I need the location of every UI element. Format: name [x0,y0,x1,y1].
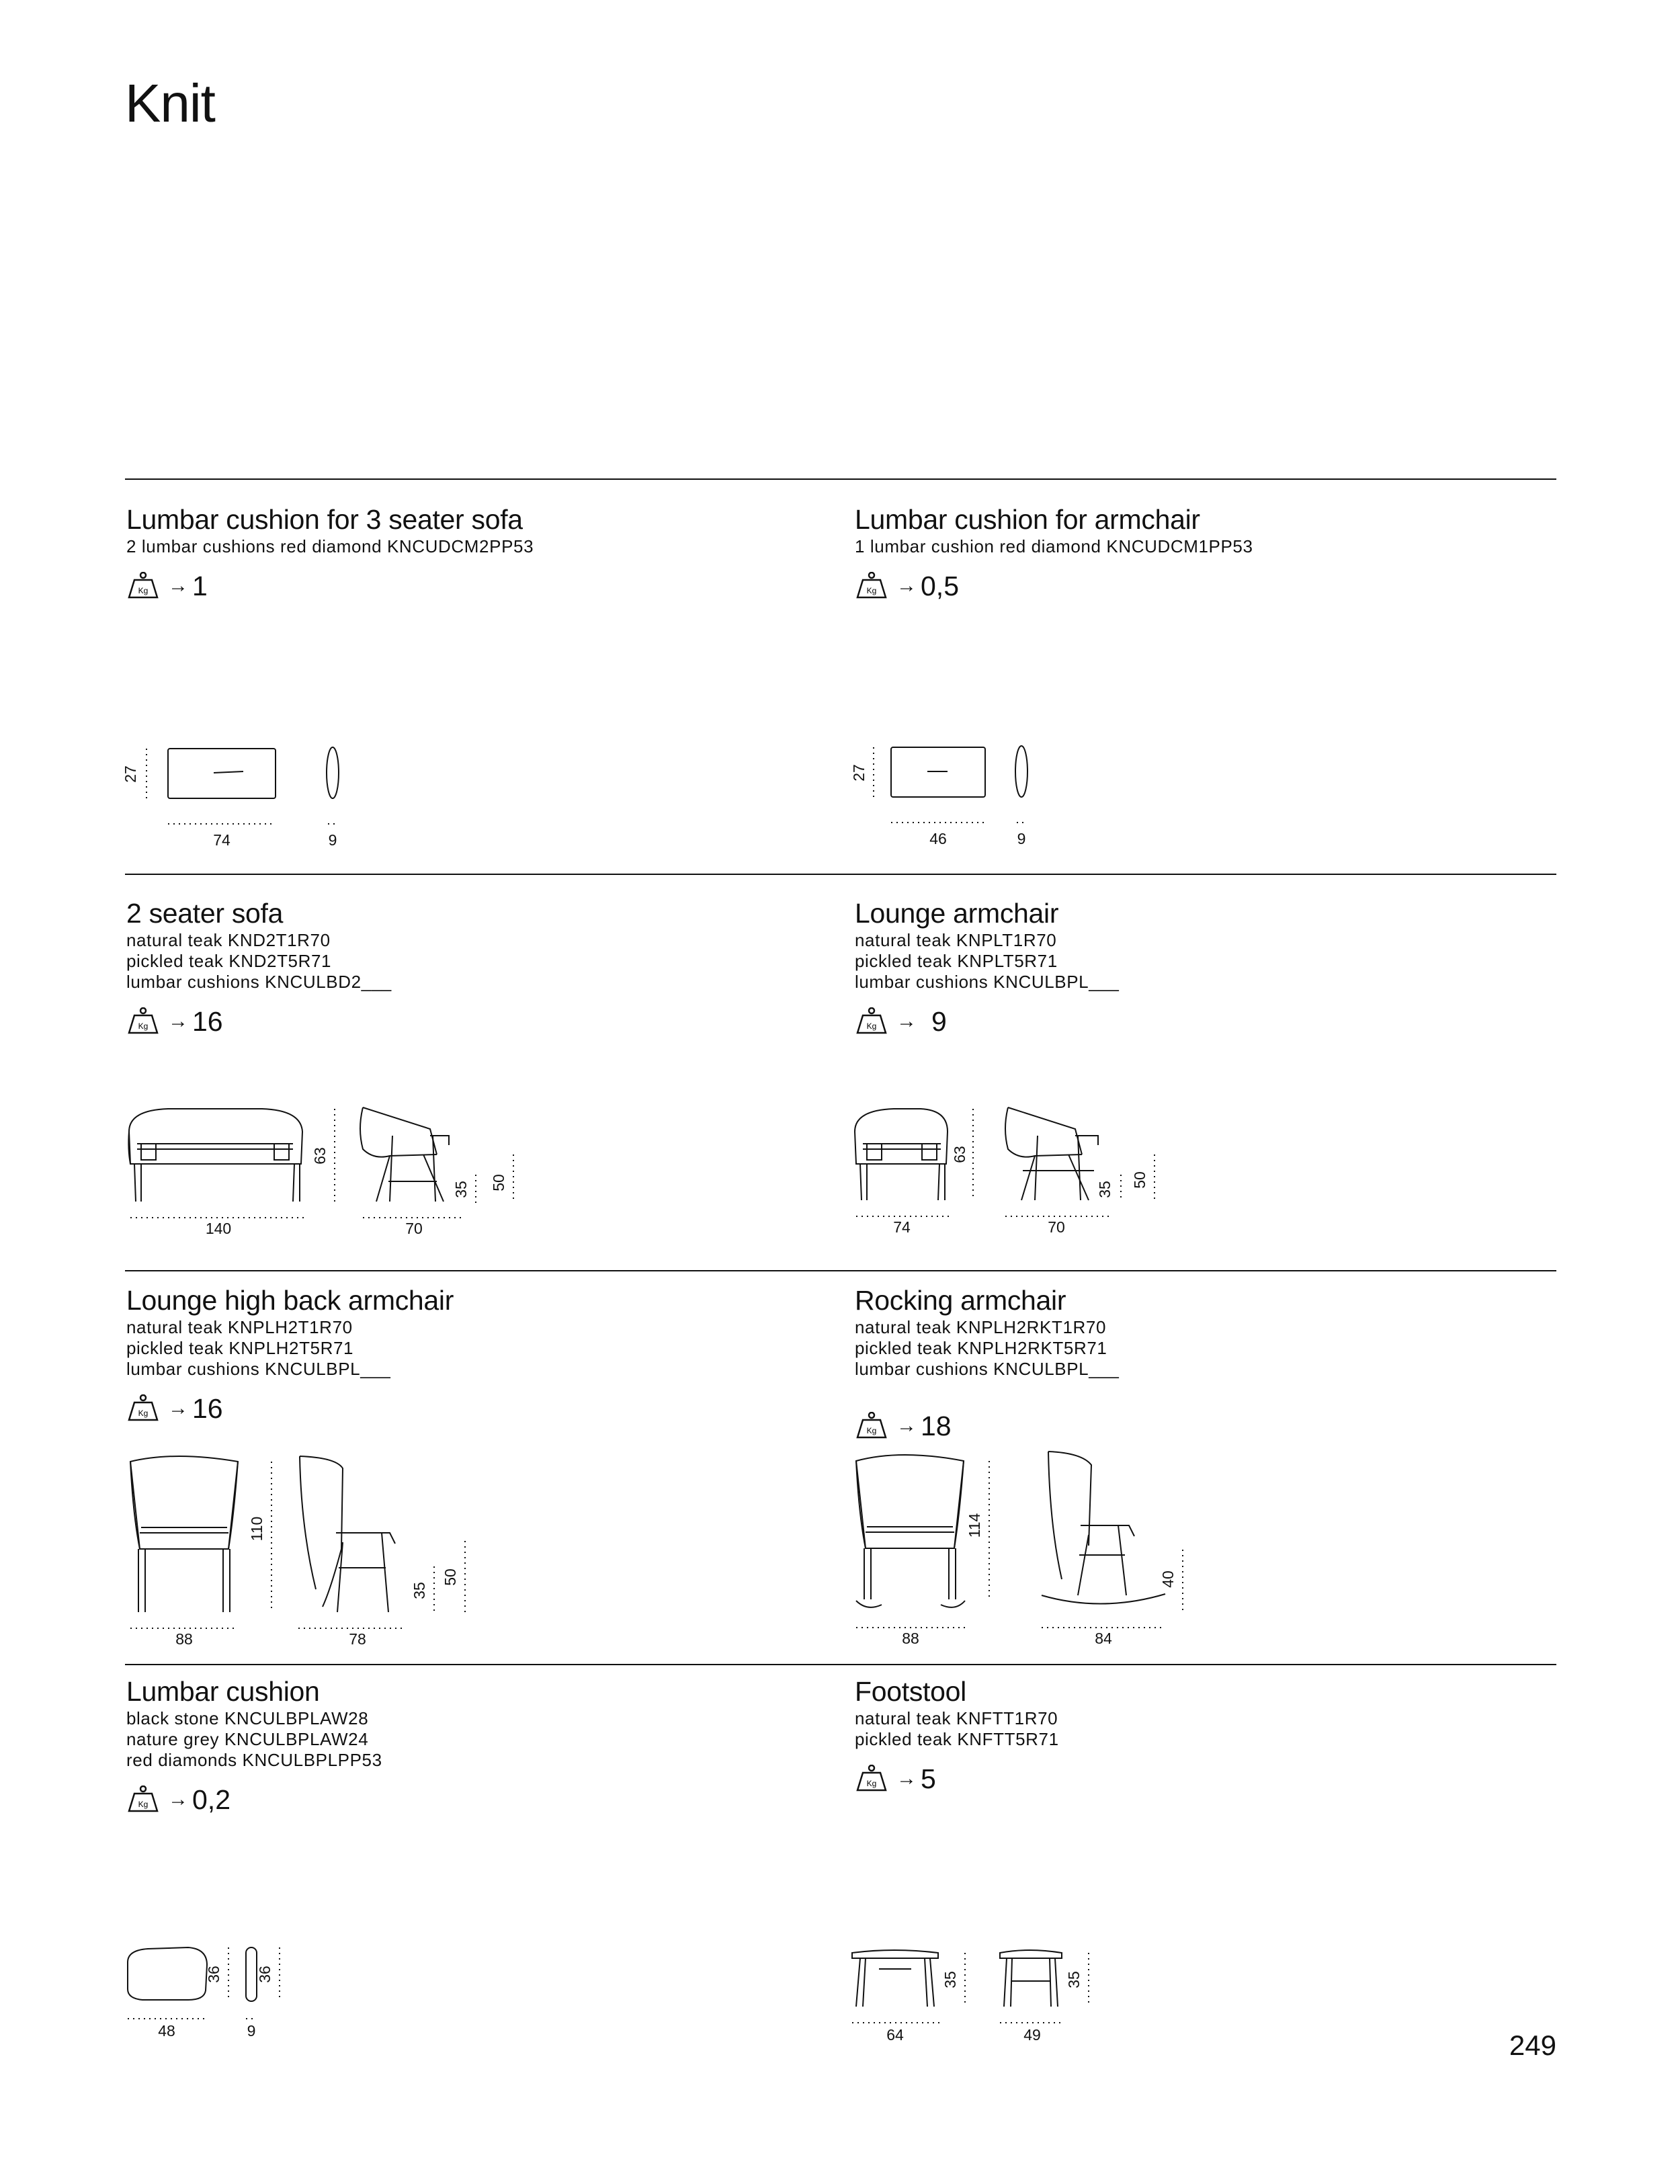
product-code: 2 lumbar cushions red diamond KNCUDCM2PP53 [126,536,534,556]
weight-icon [855,1765,888,1793]
dim-width: 88 [175,1630,193,1648]
product-2-seater-sofa [126,898,798,1038]
arrow: → [168,1788,188,1810]
sofa-drawing [121,1102,524,1236]
product-codes [126,930,798,993]
page-title: Knit [125,73,215,133]
dim-width: 74 [893,1218,911,1236]
arrow: → [168,1010,188,1032]
dim-seat-height: 40 [1159,1570,1177,1588]
rocking-armchair-drawing [847,1445,1210,1650]
product-code: red diamonds KNCULBPLPP53 [126,1750,382,1770]
weight-icon [855,1007,888,1036]
dim-height: 110 [248,1516,265,1542]
svg-text:Kg: Kg [138,1800,149,1809]
dim-width: 140 [205,1220,232,1236]
weight-value: 9 [931,1005,947,1037]
product-lounge-armchair [855,898,1527,1038]
weight-row [126,1783,798,1816]
svg-text:Kg: Kg [866,1779,877,1788]
section-divider [125,478,1556,480]
weight-value: 1 [192,570,208,601]
weight-icon [126,572,160,600]
product-code: 1 lumbar cushion red diamond KNCUDCM1PP53 [855,536,1253,556]
lumbar-cushion-drawing [114,732,356,850]
svg-text:Kg: Kg [138,1409,149,1418]
product-code: natural teak KNPLH2T1R70 [126,1317,353,1337]
weight-row [855,1005,1527,1038]
dim-depth: 70 [405,1220,423,1236]
product-code: natural teak KNPLT1R70 [855,930,1057,950]
dim-depth: 9 [247,2022,256,2040]
product-code: natural teak KND2T1R70 [126,930,331,950]
svg-text:Kg: Kg [138,1021,149,1031]
product-lumbar-cushion-armchair [855,504,1527,603]
product-codes [855,1317,1527,1380]
weight-icon [126,1007,160,1036]
dim-seat-height: 35 [411,1582,428,1599]
arrow: → [896,575,917,597]
product-code: lumbar cushions KNCULBPL___ [855,972,1120,992]
weight-icon [126,1786,160,1814]
product-name: Rocking armchair [855,1285,1066,1316]
product-code: pickled teak KNPLT5R71 [855,951,1058,971]
product-code: lumbar cushions KNCULBPL___ [855,1359,1120,1379]
product-codes [126,536,798,557]
arrow: → [168,1397,188,1419]
product-name: 2 seater sofa [126,898,284,929]
svg-text:Kg: Kg [866,1021,877,1031]
weight-row [126,1392,798,1425]
product-code: pickled teak KNPLH2T5R71 [126,1338,354,1358]
dim-depth: 49 [1023,2026,1041,2043]
dim-height: 27 [850,764,868,782]
dim-height: 114 [966,1513,983,1538]
product-code: nature grey KNCULBPLAW24 [126,1729,369,1749]
dim-height-side: 35 [1065,1971,1083,1988]
product-name: Lumbar cushion for armchair [855,504,1200,535]
svg-text:Kg: Kg [866,586,877,595]
product-code: lumbar cushions KNCULBD2___ [126,972,392,992]
dim-depth: 70 [1048,1218,1065,1236]
weight-row [126,569,798,603]
section-divider [125,1270,1556,1271]
weight-icon [855,1412,888,1440]
product-name: Lumbar cushion for 3 seater sofa [126,504,523,535]
weight-value: 18 [921,1410,952,1441]
product-code: lumbar cushions KNCULBPL___ [126,1359,391,1379]
weight-icon [855,572,888,600]
product-code: natural teak KNFTT1R70 [855,1708,1058,1728]
weight-value: 16 [192,1005,223,1037]
arrow: → [896,1010,917,1032]
weight-row [855,569,1527,603]
product-name: Lounge high back armchair [126,1285,454,1316]
lumbar-cushion-drawing [845,732,1060,850]
dim-width: 46 [929,830,947,847]
product-name: Footstool [855,1676,966,1707]
product-rocking-armchair [855,1285,1527,1443]
lumbar-cushion-drawing [121,1935,309,2043]
dim-depth: 84 [1095,1630,1112,1647]
weight-value: 0,5 [921,570,959,601]
dim-seat-height: 35 [452,1181,470,1198]
product-name: Lumbar cushion [126,1676,320,1707]
product-lounge-high-back-armchair [126,1285,798,1425]
dim-height: 63 [951,1146,968,1163]
page-number: 249 [1509,2029,1556,2061]
arrow: → [896,1415,917,1437]
weight-value: 0,2 [192,1783,230,1815]
dim-depth: 9 [1017,830,1026,847]
arrow: → [168,575,188,597]
dim-height: 36 [205,1966,222,1983]
product-footstool [855,1676,1527,1796]
product-codes [855,930,1527,993]
product-codes [126,1317,798,1380]
dim-width: 64 [886,2026,904,2043]
dim-arm-height: 50 [1131,1171,1148,1189]
dim-depth: 9 [328,831,337,849]
dim-seat-height: 35 [1096,1181,1114,1198]
product-code: pickled teak KNPLH2RKT5R71 [855,1338,1107,1358]
high-back-armchair-drawing [121,1448,484,1650]
dim-arm-height: 50 [490,1174,507,1191]
footstool-drawing [847,1942,1129,2043]
dim-width: 88 [902,1630,919,1647]
product-lumbar-cushion [126,1676,798,1816]
section-divider [125,874,1556,875]
armchair-drawing [847,1102,1169,1236]
product-codes [126,1708,798,1771]
product-name: Lounge armchair [855,898,1059,929]
product-code: black stone KNCULBPLAW28 [126,1708,369,1728]
weight-row [855,1409,1527,1443]
weight-value: 16 [192,1392,223,1424]
dim-height: 27 [122,765,139,783]
arrow: → [896,1767,917,1790]
product-code: natural teak KNPLH2RKT1R70 [855,1317,1107,1337]
weight-value: 5 [921,1763,936,1794]
dim-width: 74 [213,831,230,849]
section-divider [125,1664,1556,1665]
svg-text:Kg: Kg [138,586,149,595]
dim-height: 63 [311,1147,329,1165]
dim-arm-height: 50 [442,1568,459,1586]
dim-height: 35 [941,1971,959,1988]
product-lumbar-cushion-3-seater [126,504,798,603]
dim-width: 48 [158,2022,175,2040]
svg-text:Kg: Kg [866,1426,877,1435]
weight-row [126,1005,798,1038]
product-code: pickled teak KND2T5R71 [126,951,332,971]
product-code: pickled teak KNFTT5R71 [855,1729,1059,1749]
product-codes [855,536,1527,557]
weight-icon [126,1394,160,1423]
dim-height-side: 36 [256,1966,274,1983]
product-codes [855,1708,1527,1750]
weight-row [855,1762,1527,1796]
dim-depth: 78 [349,1630,366,1648]
